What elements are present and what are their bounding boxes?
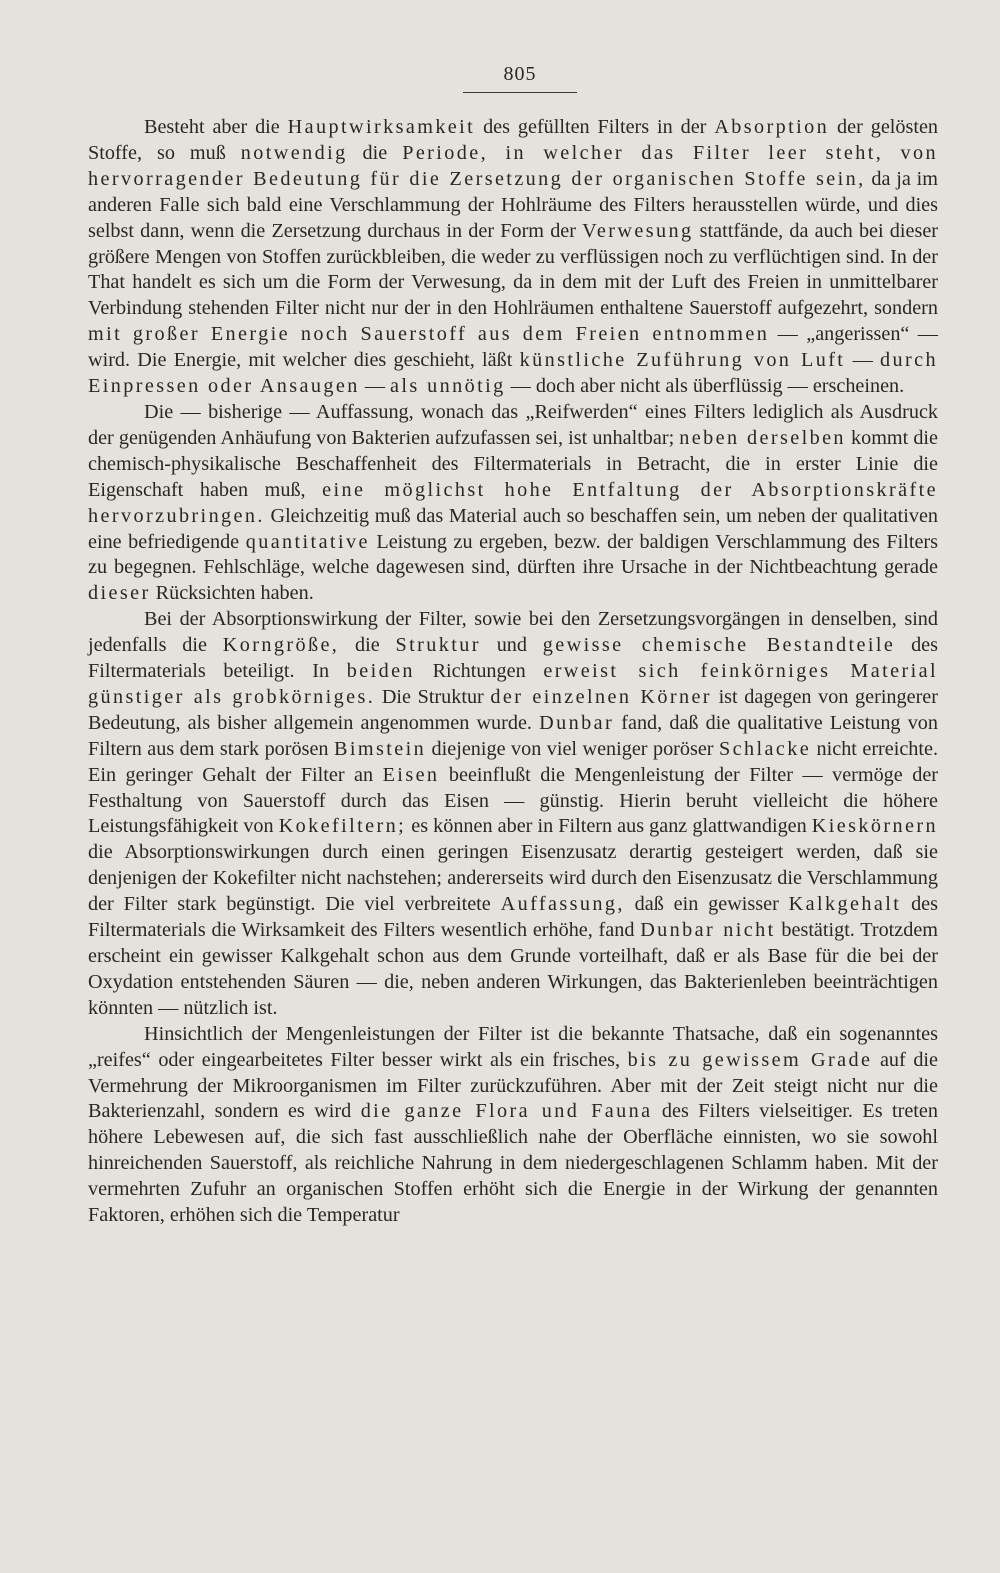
paragraph-4 <box>88 1022 938 1229</box>
spaced-emphasis-text: quantitative <box>245 530 370 553</box>
spaced-emphasis-text: künstliche Zuführung von Luft <box>519 349 846 372</box>
text-run: Richtungen <box>414 660 544 683</box>
text-run: diejenige von viel weniger poröser <box>426 737 719 760</box>
spaced-emphasis-text: Periode, in welcher das Filter leer steht, von hervorragender Bedeutung für die Zersetzung der organischen Stoffe sein, <box>88 141 938 190</box>
text-run: des gefüllten Filters in der <box>475 116 715 138</box>
spaced-emphasis-text: Korngröße, <box>222 634 340 657</box>
text-run: Die Struktur <box>375 685 491 708</box>
spaced-emphasis-text: erweist sich feinkörniges Material günstiger als grobkörniges. <box>88 660 938 708</box>
text-run: Besteht aber die <box>144 116 288 138</box>
body-text <box>88 115 938 1229</box>
text-run: bestätigt. Trotzdem erscheint ein gewisser Kalkgehalt schon aus dem Grunde vorteilhaft, daß er als Base für die bei der Oxydation entstehenden Säuren — die, neben anderen Wirkungen, das Bakterienleben beeinträchtigen könnten — nützlich ist. <box>88 919 939 1019</box>
paragraph-3 <box>88 607 938 1022</box>
page-number-rule <box>463 92 577 93</box>
paragraph-1 <box>88 115 938 400</box>
spaced-emphasis-text: Dunbar <box>539 711 615 734</box>
text-run: — „angerissen“ — wird. Die Energie, mit welcher dies geschieht, läßt <box>88 323 938 372</box>
text-run: — <box>359 375 391 398</box>
spaced-emphasis-text: bis zu gewissem Grade <box>627 1048 873 1071</box>
spaced-emphasis-text: beiden <box>346 660 415 683</box>
spaced-emphasis-text: Absorption <box>714 116 830 138</box>
spaced-emphasis-text: die ganze Flora und Fauna <box>360 1100 653 1123</box>
spaced-emphasis-text: gewisse chemische Bestandteile <box>542 634 896 657</box>
text-run: und <box>480 634 543 657</box>
text-run: Bei der Absorptionswirkung der Filter, sowie bei den Zersetzungsvorgängen in denselben, sind jedenfalls die <box>88 608 938 657</box>
text-run: der gelösten Stoffe, so muß <box>88 116 939 164</box>
spaced-emphasis-text: Bimstein <box>333 737 427 760</box>
spaced-emphasis-text: Kieskörnern <box>811 815 938 838</box>
text-run: des Filters vielseitiger. Es treten höhere Lebewesen auf, die sich fast ausschließlich nahe der Oberfläche einnisten, wo sie sowohl hinreichenden Sauerstoff, als reichliche Nahrung in dem niedergeschlagenen Schlamm haben. Mit der vermehrten Zufuhr an organischen Stoffen erhöht sich die Energie in der Wirkung der genannten Faktoren, erhöhen sich die Temperatur <box>88 1100 938 1227</box>
spaced-emphasis-text: notwendig <box>240 141 348 164</box>
spaced-emphasis-text: Kalkgehalt <box>788 893 902 916</box>
spaced-emphasis-text: Verwesung <box>582 219 694 242</box>
spaced-emphasis-text: Schlacke <box>718 737 812 760</box>
page-number: 805 <box>503 63 537 85</box>
text-run: — doch aber nicht als überflüssig — erscheinen. <box>505 375 905 398</box>
spaced-emphasis-text: dieser <box>88 582 151 605</box>
spaced-emphasis-text: Auffassung, <box>500 893 625 916</box>
text-run: es können aber in Filtern aus ganz glattwandigen <box>406 815 812 838</box>
spaced-emphasis-text: als unnötig <box>390 375 506 398</box>
text-run: nicht erreichte. Ein geringer Gehalt der Filter an <box>88 737 938 786</box>
text-run: — <box>845 349 881 372</box>
text-run: die <box>339 634 396 657</box>
text-run: Gleichzeitig muß das Material auch so beschaffen sein, um neben der qualitativen eine befriedigende <box>88 504 938 553</box>
text-run: kommt die chemisch-physikalische Beschaffenheit des Filtermaterials in Betracht, die in erster Linie die Eigenschaft haben muß, <box>88 426 938 501</box>
spaced-emphasis-text: Dunbar nicht <box>640 919 776 942</box>
text-run: Leistung zu ergeben, bezw. der baldigen Verschlammung des Filters zu begegnen. Fehlschläge, welche dagewesen sind, dürften ihre Ursache in der Nichtbeachtung gerade <box>88 530 938 579</box>
text-run: Rücksichten haben. <box>150 582 314 605</box>
text-run: da ja im anderen Falle sich bald eine Verschlammung der Hohlräume des Filters herausstellen würde, und dies selbst dann, wenn die Zersetzung durchaus in der Form der <box>88 167 938 242</box>
text-run: daß ein gewisser <box>624 893 789 916</box>
text-run: die <box>347 141 403 164</box>
text-run: auf die Vermehrung der Mikroorganismen im Filter zurückzuführen. Aber mit der Zeit steigt nicht nur die Bakterienzahl, sondern es wird <box>88 1048 938 1123</box>
spaced-emphasis-text: neben derselben <box>679 426 846 449</box>
text-run: des Filtermaterials beteiligt. In <box>88 634 938 683</box>
spaced-emphasis-text: Kokefiltern; <box>278 815 407 838</box>
spaced-emphasis-text: eine möglichst hohe Entfaltung der Absorptionskräfte hervorzubringen. <box>88 478 938 527</box>
spaced-emphasis-text: der einzelnen Körner <box>490 685 712 708</box>
text-run: Die — bisherige — Auffassung, wonach das „Reifwerden“ eines Filters lediglich als Ausdruck der genügenden Anhäufung von Bakterien aufzufassen sei, ist unhaltbar; <box>88 400 938 449</box>
text-run: fand, daß die qualitative Leistung von Filtern aus dem stark porösen <box>88 711 938 760</box>
text-run: Hinsichtlich der Mengenleistungen der Filter ist die bekannte Thatsache, daß ein sogenanntes „reifes“ oder eingearbeitetes Filter besser wirkt als ein frisches, <box>88 1022 938 1071</box>
text-run: ist dagegen von geringerer Bedeutung, als bisher allgemein angenommen wurde. <box>88 685 938 734</box>
spaced-emphasis-text: mit großer Energie noch Sauerstoff aus dem Freien entnommen <box>88 323 770 346</box>
spaced-emphasis-text: Eisen <box>382 763 440 786</box>
paragraph-2 <box>88 400 938 607</box>
text-run: stattfände, da auch bei dieser größere Mengen von Stoffen zurückbleiben, die weder zu verflüssigen noch zu verflüchtigen sind. In der That handelt es sich um die Form der Verwesung, da in dem mit der Luft des Freien in unmittelbarer Verbindung stehenden Filter nicht nur der in den Hohlräumen enthaltene Sauerstoff aufgezehrt, sondern <box>88 219 939 320</box>
text-run: des Filtermaterials die Wirksamkeit des Filters wesentlich erhöhe, fand <box>88 893 938 942</box>
spaced-emphasis-text: Struktur <box>395 634 481 657</box>
spaced-emphasis-text: durch Einpressen oder Ansaugen <box>88 349 938 398</box>
text-run: beeinflußt die Mengenleistung der Filter — vermöge der Festhaltung von Sauerstoff durch das Eisen — günstig. Hierin beruht vielleicht die höhere Leistungsfähigkeit von <box>88 763 938 838</box>
text-run: die Absorptionswirkungen durch einen geringen Eisenzusatz derartig gesteigert werden, daß sie denjenigen der Kokefilter nicht nachstehen; andererseits wird durch den Eisenzusatz die Verschlammung der Filter stark begünstigt. Die viel verbreitete <box>88 841 938 916</box>
spaced-emphasis-text: Hauptwirksamkeit <box>287 116 476 138</box>
